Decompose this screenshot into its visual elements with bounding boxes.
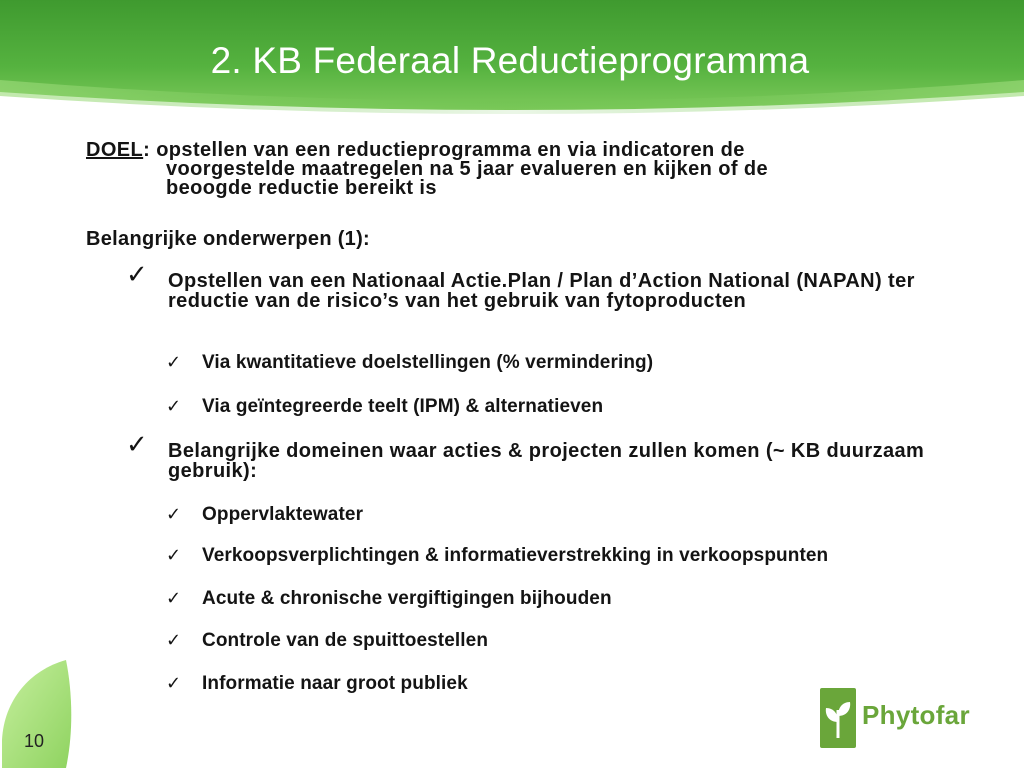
checkmark-icon: ✓ bbox=[166, 545, 182, 566]
checkmark-icon: ✓ bbox=[126, 430, 149, 460]
bullet-item bbox=[126, 260, 946, 312]
sub-bullet-item bbox=[166, 588, 612, 610]
plant-sprout-icon bbox=[820, 688, 856, 748]
subheading: Belangrijke onderwerpen (1): bbox=[86, 228, 371, 250]
bullet-text: Belangrijke domeinen waar acties & projecten zullen komen (~ KB duurzaam gebruik): bbox=[168, 440, 925, 482]
sub-bullet-text: Acute & chronische vergiftigingen bijhouden bbox=[202, 588, 612, 609]
checkmark-icon: ✓ bbox=[166, 588, 182, 609]
checkmark-icon: ✓ bbox=[166, 352, 182, 373]
checkmark-icon: ✓ bbox=[166, 630, 182, 651]
bullet-item bbox=[126, 430, 946, 482]
checkmark-icon: ✓ bbox=[166, 504, 182, 525]
doel-line-2: voorgestelde maatregelen na 5 jaar evalueren en kijken of de bbox=[166, 158, 769, 180]
sub-bullet-item bbox=[166, 673, 468, 695]
sub-bullet-text: Via kwantitatieve doelstellingen (% vermindering) bbox=[202, 352, 654, 373]
checkmark-icon: ✓ bbox=[166, 673, 182, 694]
slide-title: 2. KB Federaal Reductieprogramma bbox=[210, 40, 810, 81]
bullet-text: Opstellen van een Nationaal Actie.Plan / Plan d’Action National (NAPAN) ter reductie van de risico’s van het gebruik van fytoproducten bbox=[168, 270, 915, 312]
sub-bullet-text: Via geïntegreerde teelt (IPM) & alternatieven bbox=[202, 396, 604, 417]
sub-bullet-text: Verkoopsverplichtingen & informatieverstrekking in verkoopspunten bbox=[202, 545, 829, 566]
phytofar-logo bbox=[820, 688, 980, 748]
doel-line-3: beoogde reductie bereikt is bbox=[166, 177, 437, 199]
page-number: 10 bbox=[24, 731, 45, 751]
logo-text: Phytofar bbox=[862, 700, 970, 730]
checkmark-icon: ✓ bbox=[126, 260, 149, 290]
sub-bullet-item bbox=[166, 396, 603, 418]
sub-bullet-item bbox=[166, 545, 828, 567]
doel-line-1: : opstellen van een reductieprogramma en via indicatoren de bbox=[143, 139, 745, 161]
sub-bullet-text: Informatie naar groot publiek bbox=[202, 673, 468, 694]
doel-label: DOEL bbox=[86, 139, 144, 161]
sub-bullet-item bbox=[166, 504, 363, 526]
doel-paragraph bbox=[86, 141, 886, 198]
checkmark-icon: ✓ bbox=[166, 396, 182, 417]
sub-bullet-item bbox=[166, 630, 488, 652]
sub-bullet-item bbox=[166, 352, 653, 374]
sub-bullet-text: Controle van de spuittoestellen bbox=[202, 630, 489, 651]
sub-bullet-text: Oppervlaktewater bbox=[202, 504, 364, 525]
